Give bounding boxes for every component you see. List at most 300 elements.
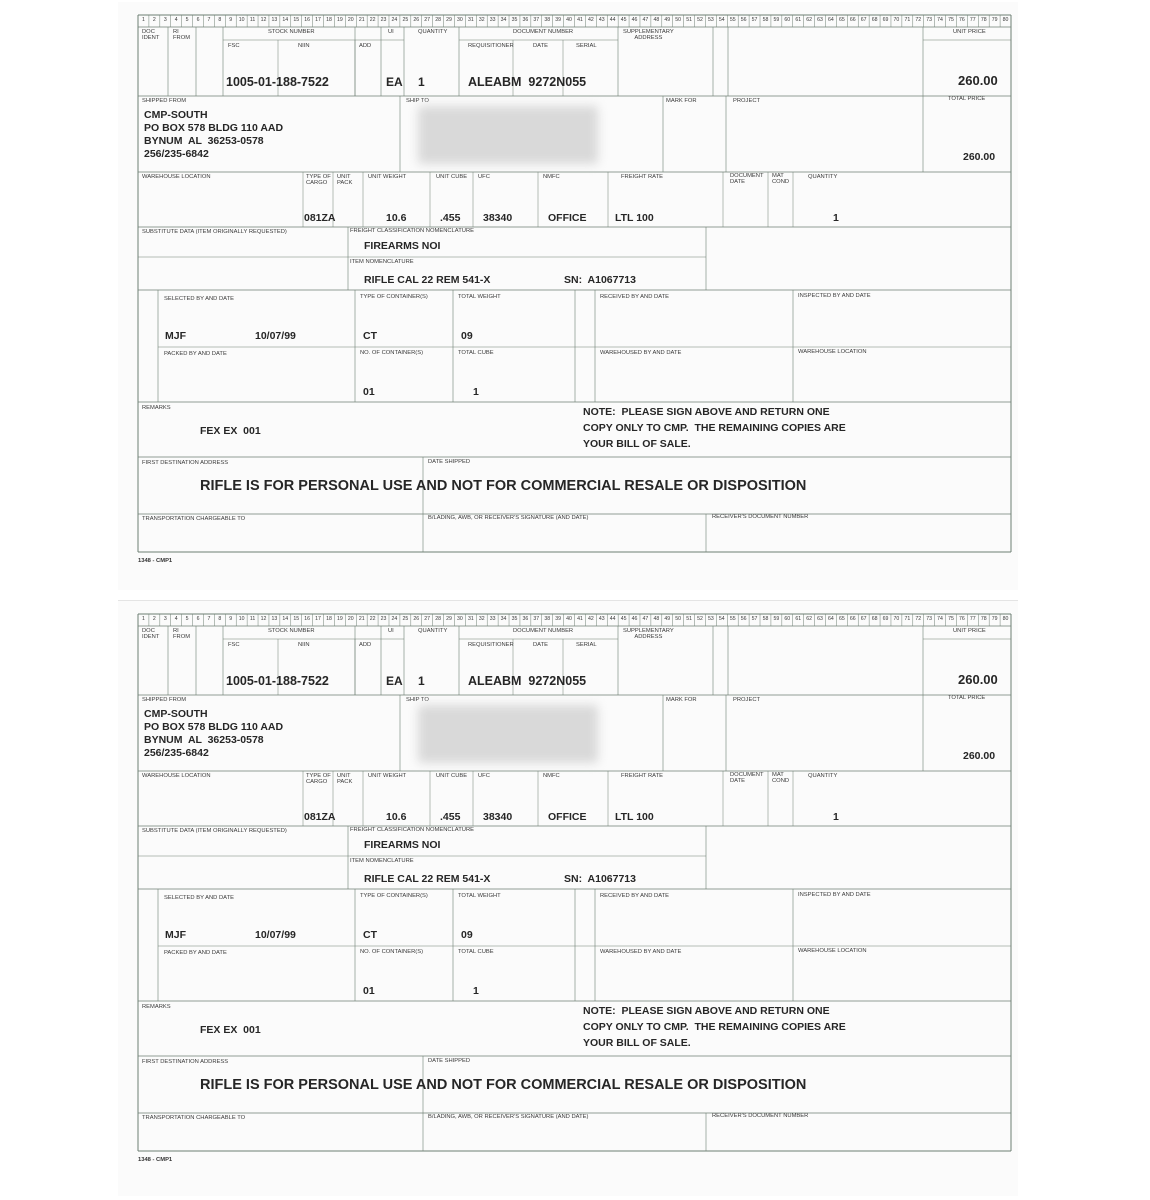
type-of-containers-label: TYPE OF CONTAINER(S): [360, 893, 428, 899]
column-number: 18: [326, 616, 332, 622]
column-number: 33: [489, 616, 496, 622]
supplementary-address-label: SUPPLEMENTARY ADDRESS: [623, 628, 674, 640]
column-number: 37: [533, 616, 540, 622]
column-number: 62: [806, 17, 812, 23]
column-number: 73: [926, 616, 933, 622]
column-number: 5: [185, 17, 189, 23]
unit-pack-label: UNIT PACK: [337, 174, 353, 186]
column-number: 80: [1002, 17, 1009, 23]
project-label: PROJECT: [733, 697, 761, 703]
column-number: 3: [163, 17, 167, 23]
column-number: 63: [817, 17, 823, 23]
column-number: 59: [773, 17, 780, 23]
column-number: 7: [207, 17, 211, 23]
column-number: 65: [838, 17, 845, 23]
column-number: 79: [991, 17, 998, 23]
column-number: 37: [533, 17, 540, 23]
column-number: 66: [849, 17, 856, 23]
ship-to-label: SHIP TO: [406, 697, 429, 703]
column-number: 55: [729, 616, 736, 622]
unit-price-value: 260.00: [958, 73, 998, 88]
ufc-value: 38340: [483, 811, 513, 823]
date-label: DATE: [533, 43, 549, 49]
column-number: 76: [959, 616, 965, 622]
column-number: 49: [664, 17, 671, 23]
warehouse-location-label: WAREHOUSE LOCATION: [142, 174, 211, 180]
note-line: YOUR BILL OF SALE.: [583, 1037, 691, 1049]
column-number: 17: [315, 616, 321, 622]
type-of-cargo-value: 081ZA: [304, 212, 336, 224]
column-number: 75: [948, 616, 954, 622]
requisitioner-label: REQUISITIONER: [468, 642, 514, 648]
mark-for-label: MARK FOR: [666, 697, 697, 703]
column-number: 60: [784, 17, 791, 23]
column-number: 36: [522, 17, 529, 23]
unit-price-label: UNIT PRICE: [953, 29, 986, 35]
column-number: 16: [304, 17, 311, 23]
unit-weight-value: 10.6: [386, 212, 407, 224]
serial-number-value: SN: A1067713: [564, 274, 636, 286]
form-copy-2: [118, 600, 1018, 1196]
column-number: 2: [152, 616, 156, 622]
column-number: 71: [904, 616, 911, 622]
stock-number-label: STOCK NUMBER: [268, 628, 315, 634]
column-number: 76: [959, 17, 965, 23]
column-number: 42: [587, 17, 594, 23]
column-number: 5: [185, 616, 189, 622]
unit-cube-value: .455: [440, 811, 461, 823]
column-number: 63: [817, 616, 823, 622]
column-number: 67: [860, 616, 867, 622]
column-number: 22: [369, 616, 376, 622]
bill-of-lading-label: B/LADING, AWB, OR RECEIVER'S SIGNATURE (AND DATE): [428, 515, 589, 521]
column-number: 12: [260, 616, 267, 622]
fsc-label: FSC: [228, 642, 240, 648]
substitute-data-label: SUBSTITUTE DATA (ITEM ORIGINALLY REQUESTED): [142, 229, 287, 235]
transportation-chargeable-label: TRANSPORTATION CHARGEABLE TO: [142, 516, 246, 522]
selected-date-value: 10/07/99: [255, 330, 296, 342]
unit-of-issue-value: EA: [386, 674, 403, 688]
type-of-cargo-label: TYPE OF CARGO: [306, 174, 331, 186]
column-number: 28: [435, 616, 441, 622]
column-number: 2: [152, 17, 156, 23]
column-number: 44: [609, 616, 616, 622]
column-number: 52: [697, 616, 703, 622]
unit-weight-value: 10.6: [386, 811, 407, 823]
column-number: 55: [729, 17, 736, 23]
warehouse-location2-label: WAREHOUSE LOCATION: [798, 948, 867, 954]
selected-by-value: MJF: [165, 330, 186, 342]
column-number: 19: [336, 17, 343, 23]
project-label: PROJECT: [733, 98, 761, 104]
column-number: 20: [347, 616, 354, 622]
document-number-value: ALEABM 9272N055: [468, 75, 587, 89]
mat-cond-label: MAT COND: [772, 173, 790, 185]
remarks-label: REMARKS: [142, 1004, 171, 1010]
total-cube-label: TOTAL CUBE: [458, 350, 494, 356]
column-number: 54: [718, 616, 725, 622]
column-number: 46: [631, 17, 638, 23]
stock-number-value: 1005-01-188-7522: [226, 674, 329, 688]
no-of-containers-value: 01: [363, 985, 375, 997]
type-of-containers-label: TYPE OF CONTAINER(S): [360, 294, 428, 300]
nmfc-label: NMFC: [543, 174, 560, 180]
unit-of-issue-value: EA: [386, 75, 403, 89]
column-number: 74: [937, 17, 943, 23]
add-label: ADD: [359, 642, 372, 648]
ui-label: UI: [388, 628, 394, 634]
column-number: 14: [282, 17, 289, 23]
column-number: 9: [229, 616, 233, 622]
note-line: NOTE: PLEASE SIGN ABOVE AND RETURN ONE: [583, 406, 830, 418]
column-number: 53: [708, 17, 714, 23]
document-number-label: DOCUMENT NUMBER: [513, 29, 574, 35]
shipped-from-label: SHIPPED FROM: [142, 697, 187, 703]
received-by-label: RECEIVED BY AND DATE: [600, 294, 670, 300]
column-number: 67: [860, 17, 867, 23]
document-number-label: DOCUMENT NUMBER: [513, 628, 574, 634]
form-grid-lines: [118, 601, 1018, 1191]
no-of-containers-label: NO. OF CONTAINER(S): [360, 949, 424, 955]
column-number: 28: [435, 17, 441, 23]
item-nomenclature-label: ITEM NOMENCLATURE: [350, 858, 414, 864]
total-weight-label: TOTAL WEIGHT: [458, 294, 501, 300]
column-number: 11: [249, 616, 256, 622]
quantity2-label: QUANTITY: [808, 773, 838, 779]
column-number: 32: [478, 616, 485, 622]
column-number: 13: [271, 616, 278, 622]
total-weight-label: TOTAL WEIGHT: [458, 893, 501, 899]
column-number: 73: [926, 17, 933, 23]
column-number: 31: [467, 17, 474, 23]
column-number: 57: [751, 616, 758, 622]
unit-price-value: 260.00: [958, 672, 998, 687]
form-copy-1: [118, 2, 1018, 590]
column-number: 75: [948, 17, 954, 23]
column-number: 6: [196, 616, 200, 622]
column-number: 72: [915, 616, 922, 622]
ufc-label: UFC: [478, 773, 490, 779]
column-number: 77: [969, 17, 976, 23]
column-number: 32: [478, 17, 485, 23]
type-of-containers-value: CT: [363, 330, 377, 342]
first-destination-label: FIRST DESTINATION ADDRESS: [142, 460, 229, 466]
ri-from-label: RI FROM: [173, 29, 191, 41]
column-number: 48: [653, 616, 660, 622]
column-number: 26: [413, 616, 420, 622]
mat-cond-label: MAT COND: [772, 772, 790, 784]
serial-number-value: SN: A1067713: [564, 873, 636, 885]
column-number: 6: [196, 17, 200, 23]
total-weight-value: 09: [461, 929, 473, 941]
selected-by-label: SELECTED BY AND DATE: [164, 296, 235, 302]
requisitioner-label: REQUISITIONER: [468, 43, 514, 49]
column-number: 47: [642, 17, 649, 23]
total-weight-value: 09: [461, 330, 473, 342]
shipped-from-line: PO BOX 578 BLDG 110 AAD: [144, 122, 284, 134]
column-number: 64: [828, 17, 834, 23]
quantity-value: 1: [418, 674, 425, 688]
selected-by-value: MJF: [165, 929, 186, 941]
nmfc-value: OFFICE: [548, 212, 587, 224]
column-number: 18: [326, 17, 332, 23]
receivers-document-number-label: RECEIVER'S DOCUMENT NUMBER: [712, 1113, 809, 1119]
column-number: 62: [806, 616, 812, 622]
column-number: 44: [609, 17, 616, 23]
column-number: 11: [249, 17, 256, 23]
column-number: 53: [708, 616, 714, 622]
inspected-by-label: INSPECTED BY AND DATE: [798, 892, 871, 898]
total-price-label: TOTAL PRICE: [948, 695, 986, 701]
type-of-cargo-value: 081ZA: [304, 811, 336, 823]
transportation-chargeable-label: TRANSPORTATION CHARGEABLE TO: [142, 1115, 246, 1121]
unit-weight-label: UNIT WEIGHT: [368, 773, 407, 779]
freight-classification-label: FREIGHT CLASSIFICATION NOMENCLATURE: [350, 827, 475, 833]
ri-from-label: RI FROM: [173, 628, 191, 640]
column-number: 29: [446, 17, 452, 23]
shipped-from-line: CMP-SOUTH: [144, 109, 208, 121]
column-number: 69: [882, 616, 889, 622]
remarks-label: REMARKS: [142, 405, 171, 411]
document-date-label: DOCUMENT DATE: [730, 173, 764, 185]
type-of-containers-value: CT: [363, 929, 377, 941]
column-number: 29: [446, 616, 452, 622]
nmfc-value: OFFICE: [548, 811, 587, 823]
warehoused-by-label: WAREHOUSED BY AND DATE: [600, 350, 682, 356]
column-number: 14: [282, 616, 289, 622]
received-by-label: RECEIVED BY AND DATE: [600, 893, 670, 899]
column-number: 47: [642, 616, 649, 622]
bill-of-lading-label: B/LADING, AWB, OR RECEIVER'S SIGNATURE (AND DATE): [428, 1114, 589, 1120]
column-number: 79: [991, 616, 998, 622]
column-number: 33: [489, 17, 496, 23]
item-nomenclature-value: RIFLE CAL 22 REM 541-X: [364, 274, 491, 286]
freight-rate-value: LTL 100: [615, 811, 654, 823]
column-number: 15: [293, 616, 300, 622]
ship-to-label: SHIP TO: [406, 98, 429, 104]
column-number: 54: [718, 17, 725, 23]
column-number: 8: [218, 616, 222, 622]
column-number: 12: [260, 17, 267, 23]
serial-label: SERIAL: [576, 642, 597, 648]
type-of-cargo-label: TYPE OF CARGO: [306, 773, 331, 785]
column-number: 40: [566, 17, 572, 23]
column-number: 25: [402, 616, 409, 622]
form-grid-lines: [118, 2, 1018, 592]
shipped-from-line: PO BOX 578 BLDG 110 AAD: [144, 721, 284, 733]
column-number: 10: [238, 616, 245, 622]
doc-ident-label: DOC IDENT: [142, 628, 160, 640]
item-nomenclature-value: RIFLE CAL 22 REM 541-X: [364, 873, 491, 885]
column-number: 40: [566, 616, 572, 622]
unit-cube-label: UNIT CUBE: [436, 773, 468, 779]
column-number: 4: [174, 616, 178, 622]
niin-label: NIIN: [298, 642, 310, 648]
shipped-from-line: CMP-SOUTH: [144, 708, 208, 720]
note-line: COPY ONLY TO CMP. THE REMAINING COPIES ARE: [583, 422, 846, 434]
total-price-value: 260.00: [963, 750, 996, 762]
column-number: 43: [598, 17, 605, 23]
ui-label: UI: [388, 29, 394, 35]
column-number: 23: [380, 17, 387, 23]
column-number: 35: [511, 17, 518, 23]
remarks-value: FEX EX 001: [200, 425, 261, 437]
shipped-from-line: BYNUM AL 36253-0578: [144, 734, 264, 746]
column-number: 69: [882, 17, 889, 23]
note-line: NOTE: PLEASE SIGN ABOVE AND RETURN ONE: [583, 1005, 830, 1017]
column-number: 58: [762, 616, 769, 622]
column-number: 22: [369, 17, 376, 23]
supplementary-address-label: SUPPLEMENTARY ADDRESS: [623, 29, 674, 41]
fsc-label: FSC: [228, 43, 240, 49]
column-number: 48: [653, 17, 660, 23]
niin-label: NIIN: [298, 43, 310, 49]
column-number: 34: [500, 17, 507, 23]
column-number: 36: [522, 616, 529, 622]
warehouse-location2-label: WAREHOUSE LOCATION: [798, 349, 867, 355]
shipped-from-line: 256/235-6842: [144, 148, 209, 160]
column-number: 77: [969, 616, 976, 622]
column-number: 24: [391, 17, 398, 23]
packed-by-label: PACKED BY AND DATE: [164, 950, 227, 956]
warehoused-by-label: WAREHOUSED BY AND DATE: [600, 949, 682, 955]
column-number: 38: [544, 616, 551, 622]
freight-classification-label: FREIGHT CLASSIFICATION NOMENCLATURE: [350, 228, 475, 234]
freight-classification-value: FIREARMS NOI: [364, 240, 441, 252]
document-date-label: DOCUMENT DATE: [730, 772, 764, 784]
banner-text: RIFLE IS FOR PERSONAL USE AND NOT FOR COMMERCIAL RESALE OR DISPOSITION: [200, 1077, 807, 1093]
column-number: 45: [620, 616, 627, 622]
shipped-from-line: BYNUM AL 36253-0578: [144, 135, 264, 147]
column-number: 57: [751, 17, 758, 23]
column-number: 8: [218, 17, 222, 23]
freight-classification-value: FIREARMS NOI: [364, 839, 441, 851]
column-number: 16: [304, 616, 311, 622]
column-number: 64: [828, 616, 834, 622]
column-number: 50: [675, 616, 682, 622]
date-shipped-label: DATE SHIPPED: [428, 459, 471, 465]
column-number: 70: [893, 616, 900, 622]
column-number: 51: [686, 616, 692, 622]
column-number: 68: [871, 616, 878, 622]
freight-rate-label: FREIGHT RATE: [621, 174, 663, 180]
unit-pack-label: UNIT PACK: [337, 773, 353, 785]
column-number: 1: [142, 17, 145, 23]
column-number: 50: [675, 17, 682, 23]
no-of-containers-label: NO. OF CONTAINER(S): [360, 350, 424, 356]
unit-price-label: UNIT PRICE: [953, 628, 986, 634]
quantity-label: QUANTITY: [418, 29, 448, 35]
no-of-containers-value: 01: [363, 386, 375, 398]
column-number: 31: [467, 616, 474, 622]
column-number: 30: [457, 616, 463, 622]
nmfc-label: NMFC: [543, 773, 560, 779]
column-number: 9: [229, 17, 233, 23]
column-number: 59: [773, 616, 780, 622]
remarks-value: FEX EX 001: [200, 1024, 261, 1036]
column-number: 41: [577, 17, 583, 23]
column-number: 61: [795, 17, 802, 23]
selected-date-value: 10/07/99: [255, 929, 296, 941]
column-number: 35: [511, 616, 518, 622]
column-number: 27: [424, 616, 431, 622]
column-number: 39: [555, 17, 562, 23]
doc-ident-label: DOC IDENT: [142, 29, 160, 41]
column-number: 80: [1002, 616, 1009, 622]
quantity-value: 1: [418, 75, 425, 89]
column-number: 26: [413, 17, 420, 23]
column-number: 49: [664, 616, 671, 622]
column-number: 61: [795, 616, 802, 622]
shipped-from-label: SHIPPED FROM: [142, 98, 187, 104]
quantity2-value: 1: [833, 811, 839, 823]
first-destination-label: FIRST DESTINATION ADDRESS: [142, 1059, 229, 1065]
quantity-label: QUANTITY: [418, 628, 448, 634]
column-number: 51: [686, 17, 692, 23]
note-line: COPY ONLY TO CMP. THE REMAINING COPIES ARE: [583, 1021, 846, 1033]
stock-number-label: STOCK NUMBER: [268, 29, 315, 35]
freight-rate-value: LTL 100: [615, 212, 654, 224]
quantity2-label: QUANTITY: [808, 174, 838, 180]
column-number: 68: [871, 17, 878, 23]
column-number: 78: [980, 616, 987, 622]
column-number: 52: [697, 17, 703, 23]
total-price-label: TOTAL PRICE: [948, 96, 986, 102]
column-number: 72: [915, 17, 922, 23]
column-number: 19: [336, 616, 343, 622]
note-line: YOUR BILL OF SALE.: [583, 438, 691, 450]
receivers-document-number-label: RECEIVER'S DOCUMENT NUMBER: [712, 514, 809, 520]
date-label: DATE: [533, 642, 549, 648]
column-number: 43: [598, 616, 605, 622]
ufc-value: 38340: [483, 212, 513, 224]
column-number: 74: [937, 616, 943, 622]
form-id: 1348 - CMP1: [138, 1157, 173, 1163]
redacted-ship-to-address: [418, 106, 598, 164]
column-number: 70: [893, 17, 900, 23]
date-shipped-label: DATE SHIPPED: [428, 1058, 471, 1064]
column-number: 21: [358, 616, 365, 622]
column-number: 66: [849, 616, 856, 622]
column-number: 24: [391, 616, 398, 622]
column-number: 39: [555, 616, 562, 622]
column-number: 42: [587, 616, 594, 622]
quantity2-value: 1: [833, 212, 839, 224]
total-cube-value: 1: [473, 386, 479, 398]
total-price-value: 260.00: [963, 151, 996, 163]
column-number: 13: [271, 17, 278, 23]
total-cube-value: 1: [473, 985, 479, 997]
form-1348: [118, 601, 1018, 1191]
column-number: 38: [544, 17, 551, 23]
ufc-label: UFC: [478, 174, 490, 180]
stock-number-value: 1005-01-188-7522: [226, 75, 329, 89]
add-label: ADD: [359, 43, 372, 49]
column-number: 65: [838, 616, 845, 622]
inspected-by-label: INSPECTED BY AND DATE: [798, 293, 871, 299]
column-number: 78: [980, 17, 987, 23]
column-number: 15: [293, 17, 300, 23]
selected-by-label: SELECTED BY AND DATE: [164, 895, 235, 901]
unit-weight-label: UNIT WEIGHT: [368, 174, 407, 180]
column-number: 41: [577, 616, 583, 622]
column-number: 20: [347, 17, 354, 23]
column-number: 1: [142, 616, 145, 622]
freight-rate-label: FREIGHT RATE: [621, 773, 663, 779]
serial-label: SERIAL: [576, 43, 597, 49]
column-number: 58: [762, 17, 769, 23]
document-number-value: ALEABM 9272N055: [468, 674, 587, 688]
